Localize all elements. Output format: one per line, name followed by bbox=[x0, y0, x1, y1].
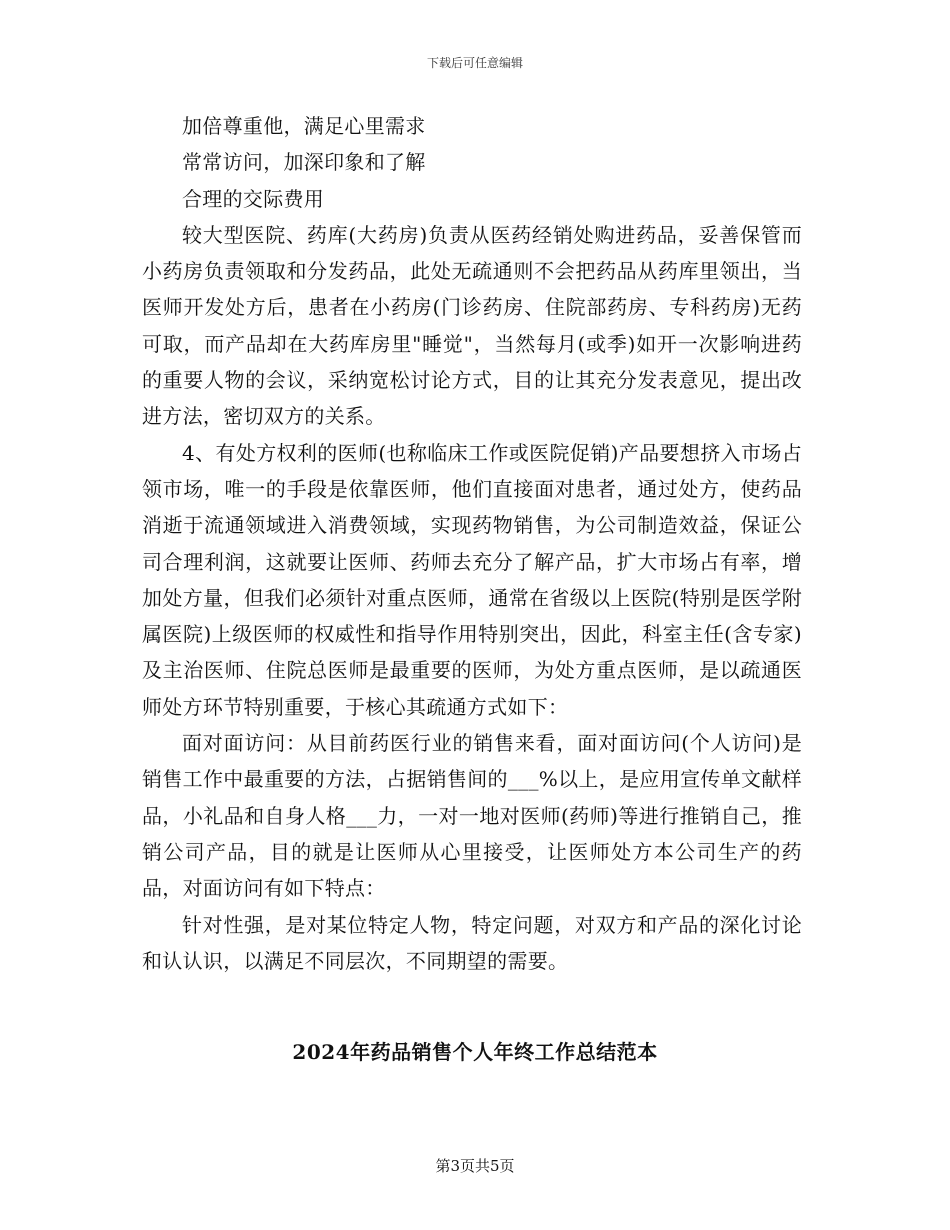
section-title: 2024年药品销售个人年终工作总结范本 bbox=[292, 1040, 658, 1064]
paragraph: 面对面访问：从目前药医行业的销售来看，面对面访问(个人访问)是销售工作中最重要的方法，占据销售间的___%以上，是应用宣传单文献样品，小礼品和自身人格___力，一对一地对医师(药师)等进行推销自己，推销公司产品，目的就是让医师从心里接受，让医师处方本公司生产的药品，对面访问有如下特点： bbox=[142, 731, 802, 901]
paragraph: 较大型医院、药库(大药房)负责从医药经销处购进药品，妥善保管而小药房负责领取和分发药品，此处无疏通则不会把药品从药库里领出，当医师开发处方后，患者在小药房(门诊药房、住院部药房、专科药房)无药可取，而产品却在大药库房里"睡觉"，当然每月(或季)如开一次影响进药的重要人物的会议，采纳宽松讨论方式，目的让其充分发表意见，提出改进方法，密切双方的关系。 bbox=[142, 222, 802, 429]
paragraph: 4、有处方权利的医师(也称临床工作或医院促销)产品要想挤入市场占领市场，唯一的手段是依靠医师，他们直接面对患者，通过处方，使药品消逝于流通领域进入消费领域，实现药物销售，为公司制造效益，保证公司合理利润，这就要让医师、药师去充分了解产品，扩大市场占有率，增加处方量，但我们必须针对重点医师，通常在省级以上医院(特别是医学附属医院)上级医师的权威性和指导作用特别突出，因此，科室主任(含专家)及主治医师、住院总医师是最重要的医师，为处方重点医师，是以疏通医师处方环节特别重要，于核心其疏通方式如下： bbox=[142, 440, 802, 719]
document-body bbox=[142, 108, 802, 979]
paragraph: 加倍尊重他，满足心里需求 bbox=[182, 114, 426, 138]
paragraph: 合理的交际费用 bbox=[182, 186, 325, 211]
header-note: 下载后可任意编辑 bbox=[426, 56, 523, 70]
page-number: 第3页共5页 bbox=[435, 1157, 515, 1175]
paragraph: 针对性强，是对某位特定人物，特定问题，对双方和产品的深化讨论和认认识，以满足不同层次，不同期望的需要。 bbox=[142, 912, 802, 973]
paragraph: 常常访问，加深印象和了解 bbox=[182, 150, 426, 175]
